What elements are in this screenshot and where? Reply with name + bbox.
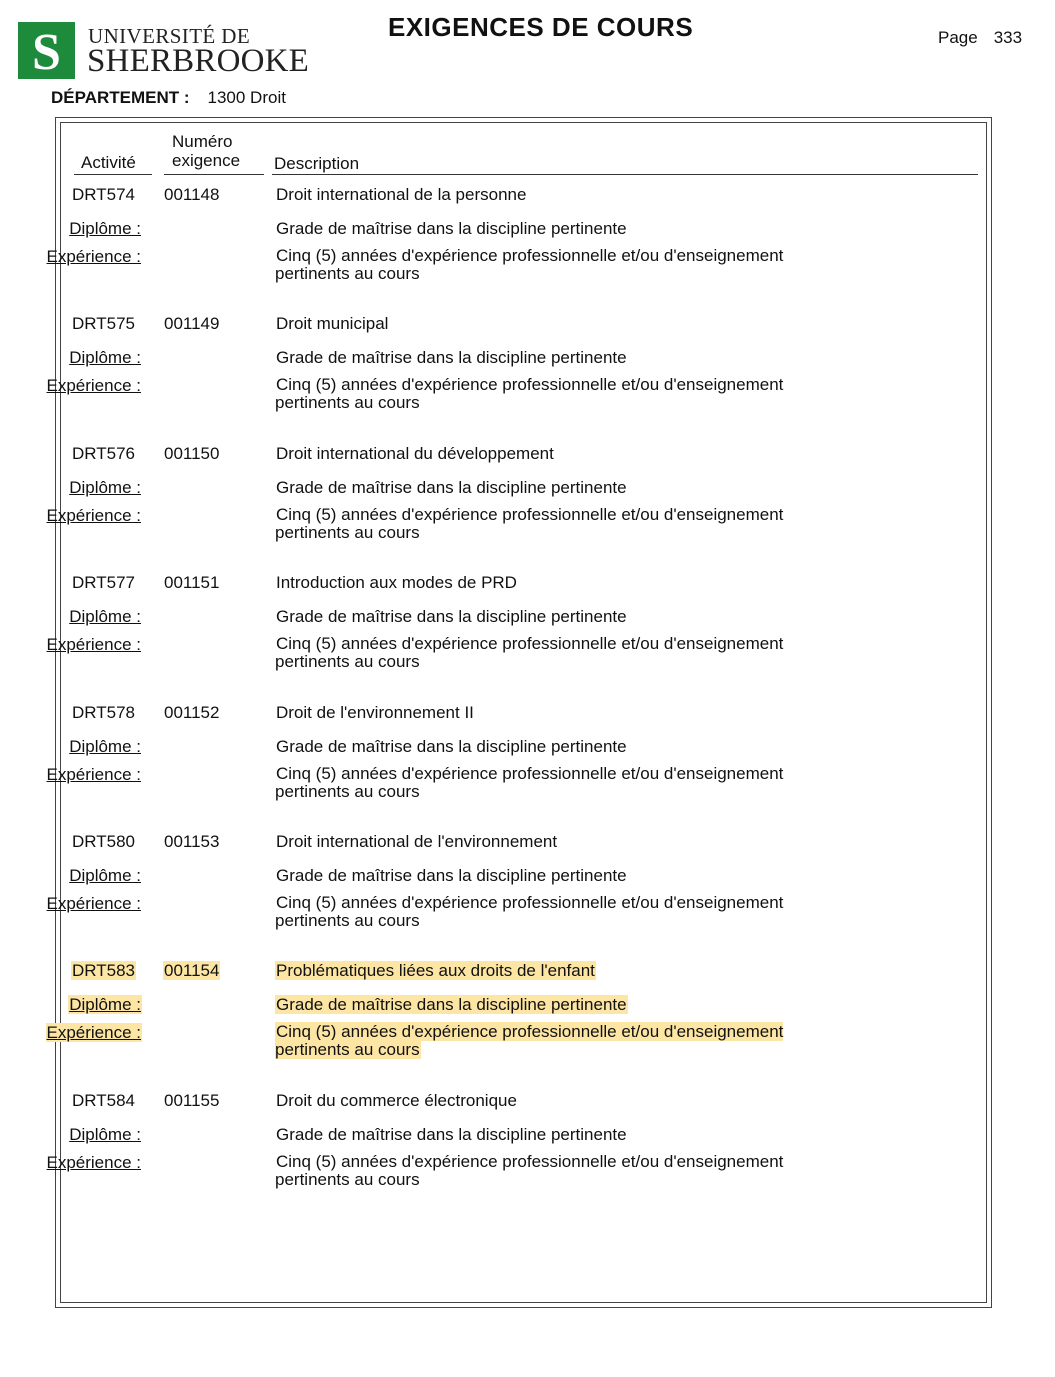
experience-value: Cinq (5) années d'expérience professionnelle et/ou d'enseignement pertinents au cours: [275, 1152, 784, 1189]
experience-label: Expérience :: [46, 506, 141, 525]
requirement-entry: [1, 444, 928, 574]
experience-value: Cinq (5) années d'expérience professionnelle et/ou d'enseignement pertinents au cours: [275, 505, 784, 542]
logo-emblem-icon: [18, 22, 75, 79]
header-rule-description: [272, 174, 978, 175]
numero-exigence: 001150: [164, 444, 220, 463]
course-title: Introduction aux modes de PRD: [276, 573, 517, 592]
experience-label: Expérience :: [46, 1153, 141, 1172]
diplome-label: Diplôme :: [69, 866, 141, 885]
requirements-table: [46, 122, 987, 1303]
experience-value: Cinq (5) années d'expérience professionnelle et/ou d'enseignement pertinents au cours: [275, 764, 784, 801]
activite-code: DRT580: [72, 832, 135, 851]
course-title: Problématiques liées aux droits de l'enfant: [276, 961, 595, 980]
experience-label: Expérience :: [46, 765, 141, 784]
requirement-entry: [1, 1091, 928, 1221]
diplome-label: Diplôme :: [69, 219, 141, 238]
column-header-activite: Activité: [81, 153, 136, 172]
document-title: EXIGENCES DE COURS: [388, 12, 694, 42]
numero-exigence: 001151: [164, 573, 220, 592]
university-logo: [18, 22, 328, 80]
requirement-entry: [1, 832, 928, 962]
experience-value: Cinq (5) années d'expérience professionnelle et/ou d'enseignement pertinents au cours: [275, 634, 784, 671]
diplome-label: Diplôme :: [69, 1125, 141, 1144]
activite-code: DRT584: [72, 1091, 135, 1110]
course-title: Droit de l'environnement II: [276, 703, 474, 722]
requirement-entry: [1, 185, 928, 315]
university-name-line1: UNIVERSITÉ DE: [88, 24, 251, 48]
column-header-description: Description: [274, 154, 360, 173]
experience-label: Expérience :: [46, 1023, 141, 1042]
experience-label: Expérience :: [46, 247, 141, 266]
page-number: 333: [993, 28, 1023, 47]
diplome-label: Diplôme :: [69, 607, 141, 626]
course-title: Droit international de la personne: [276, 185, 527, 204]
header-rule-activite: [74, 174, 152, 175]
requirement-entry: [1, 703, 928, 833]
activite-code: DRT578: [72, 703, 135, 722]
diplome-value: Grade de maîtrise dans la discipline pertinente: [276, 866, 627, 885]
department-label: DÉPARTEMENT :: [51, 88, 190, 107]
numero-exigence: 001154: [164, 961, 220, 980]
diplome-value: Grade de maîtrise dans la discipline pertinente: [276, 737, 627, 756]
numero-exigence: 001155: [164, 1091, 220, 1110]
numero-exigence: 001153: [164, 832, 220, 851]
experience-value: Cinq (5) années d'expérience professionnelle et/ou d'enseignement pertinents au cours: [275, 375, 784, 412]
diplome-value: Grade de maîtrise dans la discipline pertinente: [276, 219, 627, 238]
requirements-frame: [46, 117, 992, 1308]
column-header-numero: Numéro: [172, 132, 233, 151]
experience-value: Cinq (5) années d'expérience professionnelle et/ou d'enseignement pertinents au cours: [275, 1022, 784, 1059]
activite-code: DRT574: [72, 185, 135, 204]
experience-value: Cinq (5) années d'expérience professionnelle et/ou d'enseignement pertinents au cours: [275, 246, 784, 283]
diplome-value: Grade de maîtrise dans la discipline pertinente: [276, 995, 627, 1014]
numero-exigence: 001148: [164, 185, 220, 204]
activite-code: DRT575: [72, 314, 135, 333]
diplome-label: Diplôme :: [69, 348, 141, 367]
course-title: Droit municipal: [276, 314, 389, 333]
numero-exigence: 001149: [164, 314, 220, 333]
requirement-entry: [1, 961, 928, 1091]
header-rule-numero: [164, 174, 264, 175]
requirement-entry: [1, 314, 928, 444]
course-title: Droit international de l'environnement: [276, 832, 558, 851]
department-line: [51, 88, 286, 108]
page-indicator: [938, 28, 1022, 48]
experience-label: Expérience :: [46, 376, 141, 395]
experience-label: Expérience :: [46, 894, 141, 913]
activite-code: DRT576: [72, 444, 135, 463]
department-value: 1300 Droit: [207, 88, 286, 107]
diplome-value: Grade de maîtrise dans la discipline pertinente: [276, 607, 627, 626]
course-title: Droit international du développement: [276, 444, 554, 463]
column-header-exigence: exigence: [172, 151, 241, 170]
activite-code: DRT583: [72, 961, 135, 980]
diplome-label: Diplôme :: [69, 995, 141, 1014]
numero-exigence: 001152: [164, 703, 220, 722]
course-title: Droit du commerce électronique: [276, 1091, 517, 1110]
diplome-value: Grade de maîtrise dans la discipline pertinente: [276, 348, 627, 367]
diplome-label: Diplôme :: [69, 478, 141, 497]
diplome-value: Grade de maîtrise dans la discipline pertinente: [276, 1125, 627, 1144]
diplome-label: Diplôme :: [69, 737, 141, 756]
page-label: Page: [938, 28, 978, 47]
requirement-entry: [1, 573, 928, 703]
logo-letter: S: [32, 24, 61, 79]
activite-code: DRT577: [72, 573, 135, 592]
experience-value: Cinq (5) années d'expérience professionnelle et/ou d'enseignement pertinents au cours: [275, 893, 784, 930]
experience-label: Expérience :: [46, 635, 141, 654]
diplome-value: Grade de maîtrise dans la discipline pertinente: [276, 478, 627, 497]
university-name-line2: SHERBROOKE: [87, 43, 310, 79]
